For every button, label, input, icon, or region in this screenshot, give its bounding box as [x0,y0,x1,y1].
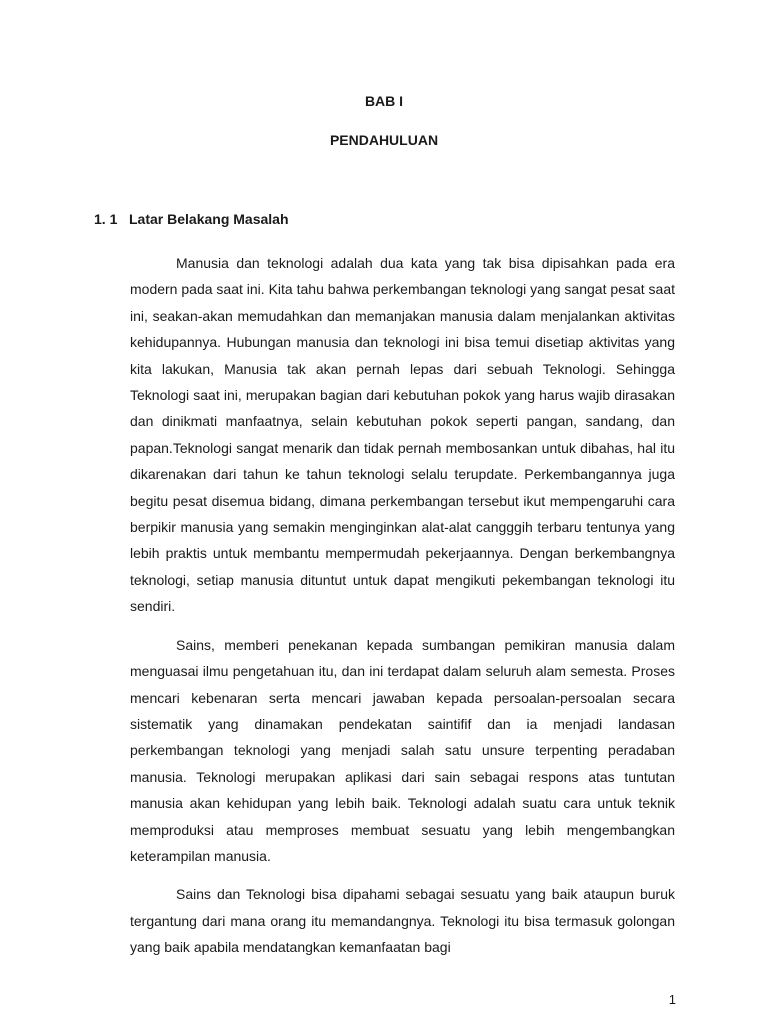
page-number: 1 [668,992,676,1007]
paragraph-1: Manusia dan teknologi adalah dua kata yang tak bisa dipisahkan pada era modern pada saat ini. Kita tahu bahwa perkembangan teknologi yang sangat pesat saat ini, seakan-akan memudahkan dan memanjakan manusia dalam menjalankan aktivitas kehidupannya. Hubungan manusia dan teknologi ini bisa temui disetiap aktivitas yang kita lakukan, Manusia tak akan pernah lepas dari sebuah Teknologi. Sehingga Teknologi saat ini, merupakan bagian dari kebutuhan pokok yang harus wajib dirasakan dan dinikmati manfaatnya, selain kebutuhan pokok seperti pangan, sandang, dan papan.Teknologi sangat menarik dan tidak pernah membosankan untuk dibahas, hal itu dikarenakan dari tahun ke tahun teknologi selalu terupdate. Perkembangannya juga begitu pesat disemua bidang, dimana perkembangan tersebut ikut mempengaruhi cara berpikir manusia yang semakin menginginkan alat-alat cangggih terbaru tentunya yang lebih praktis untuk membantu mempermudah pekerjaannya. Dengan berkembangnya teknologi, setiap manusia dituntut untuk dapat mengikuti pekembangan teknologi itu sendiri. [130,255,675,615]
section-heading [94,211,289,227]
section-title: Latar Belakang Masalah [129,211,289,227]
chapter-label: BAB I [364,93,404,109]
body-text [130,250,675,973]
paragraph-3: Sains dan Teknologi bisa dipahami sebagai sesuatu yang baik ataupun buruk tergantung dari mana orang itu memandangnya. Teknologi itu bisa termasuk golongan yang baik apabila mendatangkan kemanfaatan bagi [130,886,675,956]
chapter-title: PENDAHULUAN [329,132,439,148]
paragraph-2: Sains, memberi penekanan kepada sumbangan pemikiran manusia dalam menguasai ilmu pengetahuan itu, dan ini terdapat dalam seluruh alam semesta. Proses mencari kebenaran serta mencari jawaban kepada persoalan-persoalan secara sistematik yang dinamakan pendekatan saintifif dan ia menjadi landasan perkembangan teknologi yang menjadi salah satu unsure terpenting peradaban manusia. Teknologi merupakan aplikasi dari sain sebagai respons atas tuntutan manusia akan kehidupan yang lebih baik. Teknologi adalah suatu cara untuk teknik memproduksi atau memproses membuat sesuatu yang lebih mengembangkan keterampilan manusia. [130,636,675,864]
section-number: 1. 1 [94,211,118,227]
